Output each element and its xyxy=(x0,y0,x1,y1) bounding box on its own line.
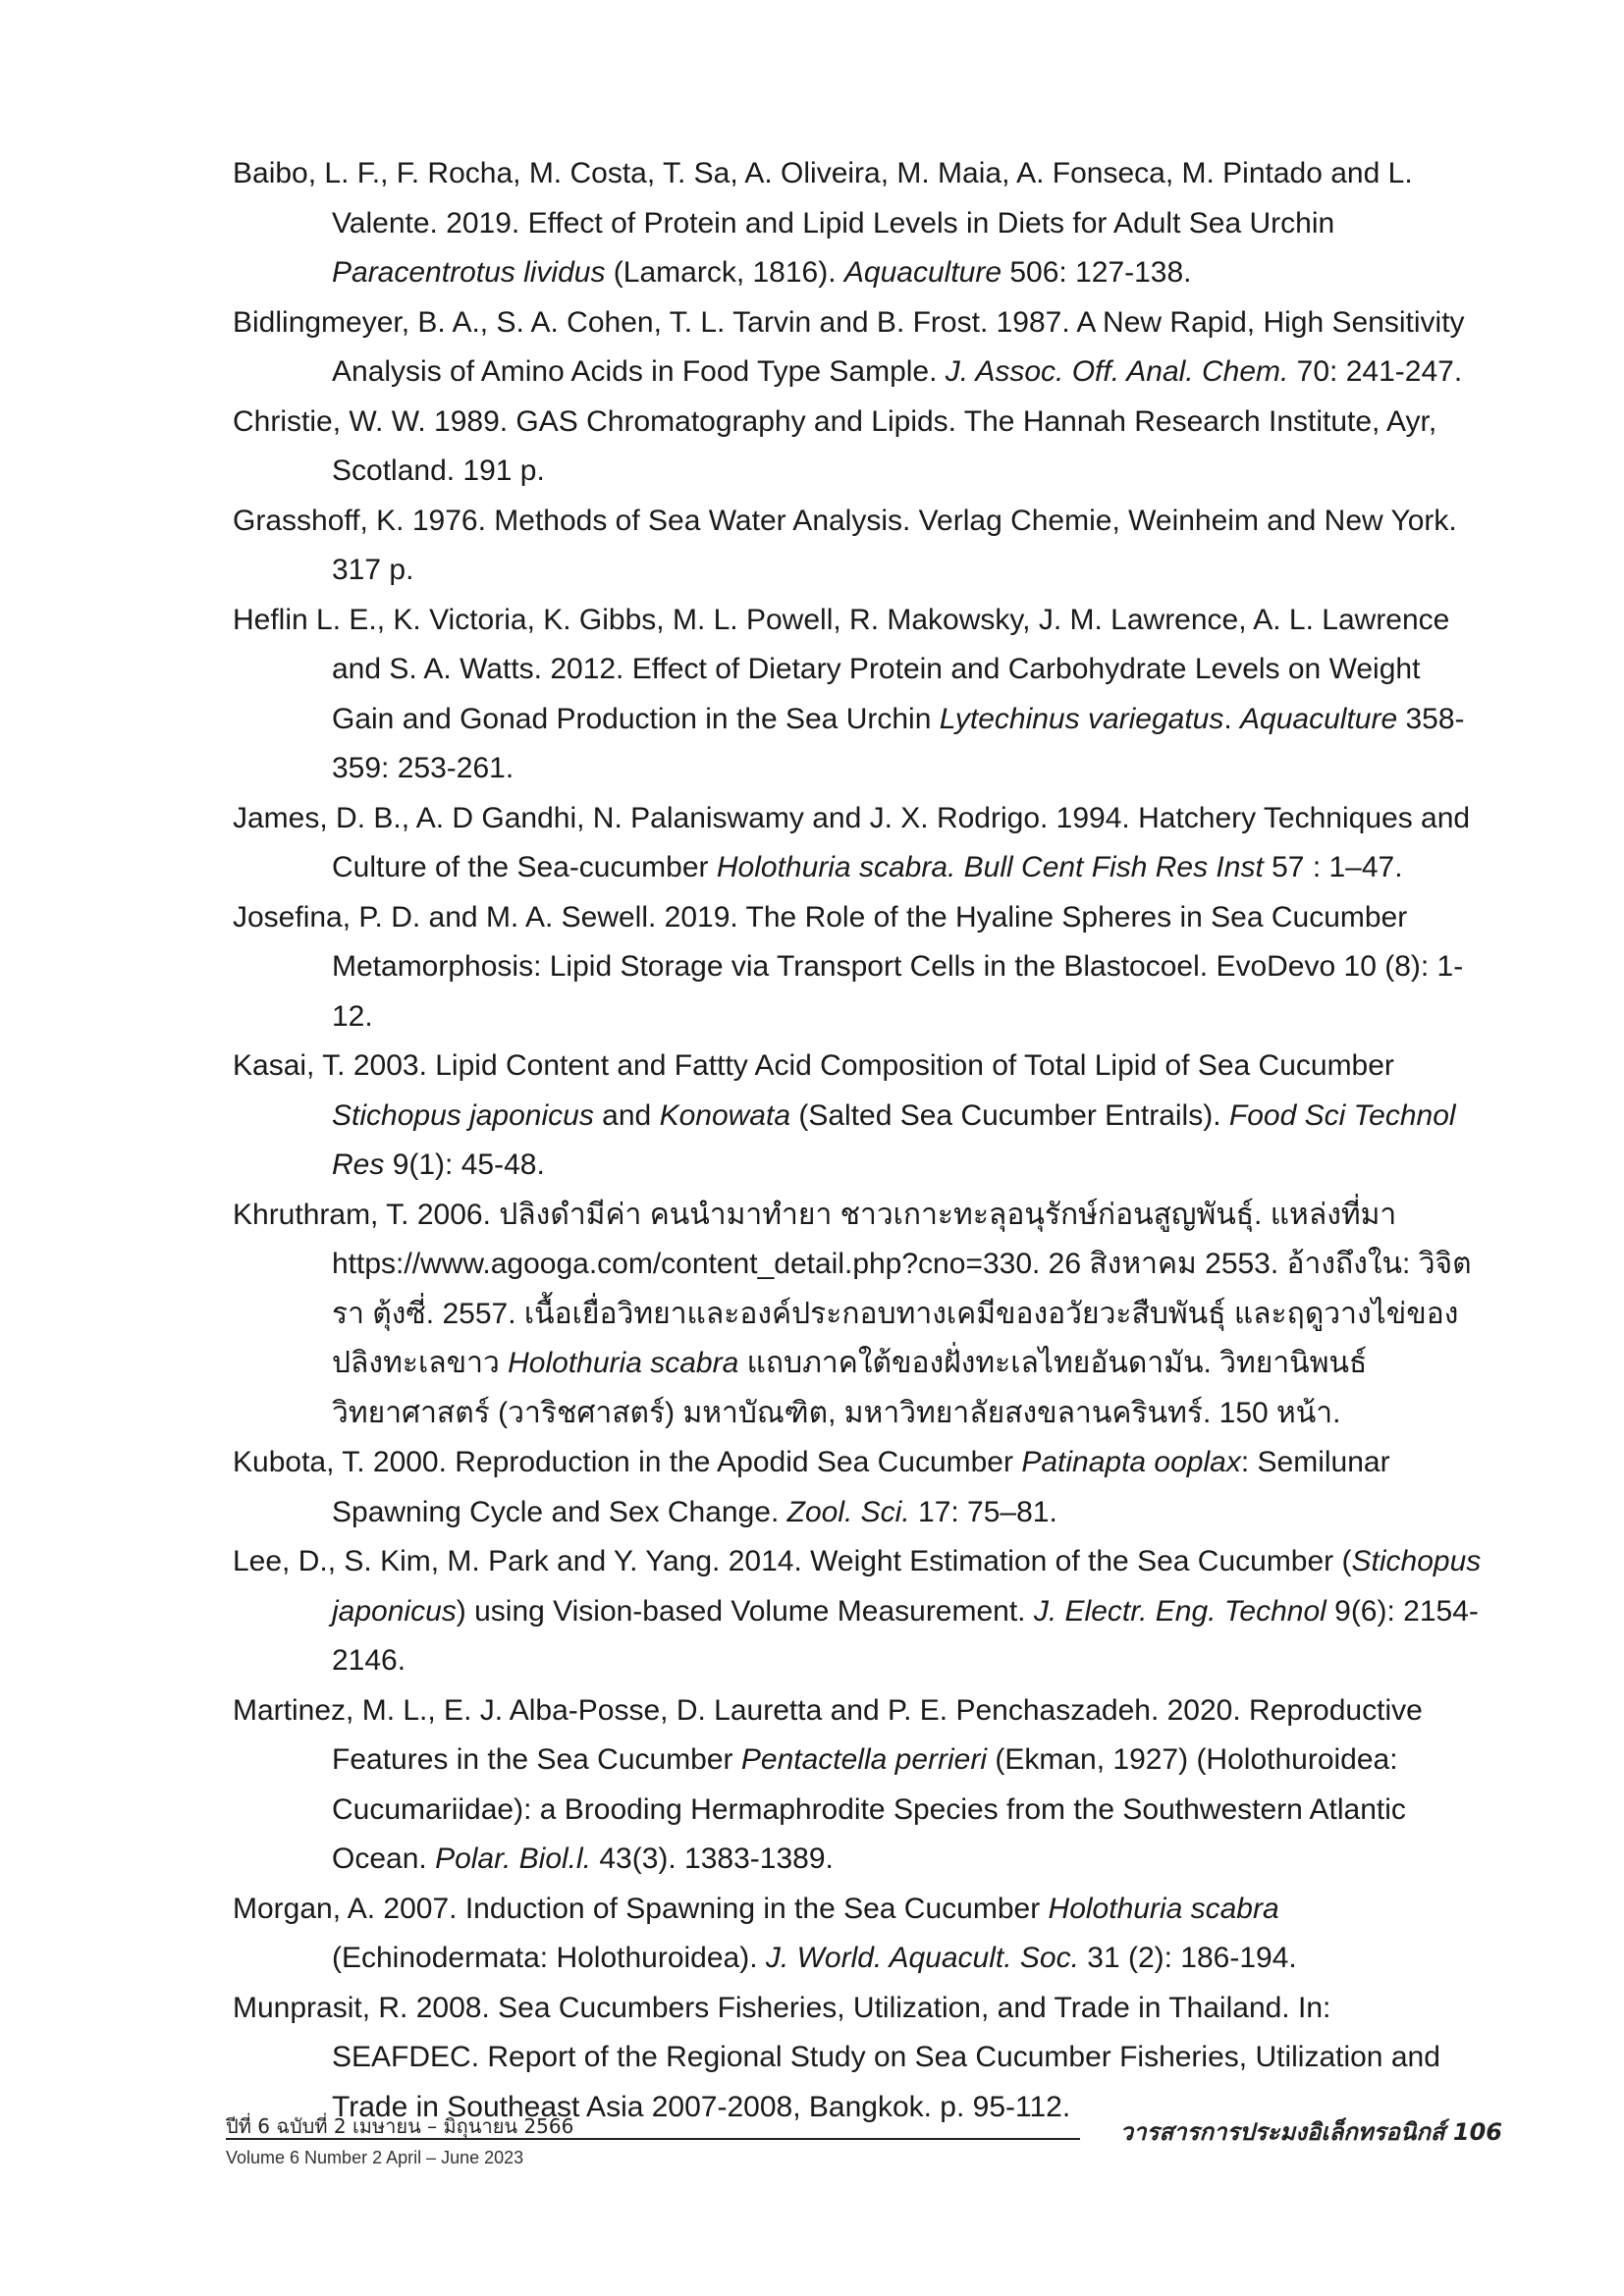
reference-text: 9(6): 2154-2146. xyxy=(332,1594,1479,1677)
footer-page-number: 106 xyxy=(1452,2118,1502,2146)
reference-text: Baibo, L. F., F. Rocha, M. Costa, T. Sa, A. Oliveira, M. Maia, A. Fonseca, M. Pintado and L. Valente. 2019. Effect of Protein and Lipid Levels in Diets for Adult Sea Urchin xyxy=(233,157,1413,240)
reference-text: James, D. B., A. D Gandhi, N. Palaniswamy and J. X. Rodrigo. 1994. Hatchery Techniques and Culture of the Sea-cucumber xyxy=(233,801,1471,883)
reference-text: 43(3). 1383-1389. xyxy=(591,1842,834,1875)
reference-text: 57 : 1–47. xyxy=(1263,851,1403,883)
reference-text: Lee, D., S. Kim, M. Park and Y. Yang. 2014. Weight Estimation of the Sea Cucumber ( xyxy=(233,1545,1352,1577)
reference-italic-text: Lytechinus variegatus xyxy=(939,702,1224,735)
reference-entry xyxy=(233,794,1485,893)
reference-text: 358-359: 253-261. xyxy=(332,702,1465,784)
reference-text: 9(1): 45-48. xyxy=(384,1148,545,1181)
reference-italic-text: Holothuria scabra xyxy=(508,1347,739,1379)
reference-entry xyxy=(233,1041,1485,1191)
reference-entry xyxy=(233,596,1485,794)
reference-text: Heflin L. E., K. Victoria, K. Gibbs, M. L. Powell, R. Makowsky, J. M. Lawrence, A. L. Lawrence and S. A. Watts. 2012. Effect of Dietary Protein and Carbohydrate Levels on Weight Gain and Gonad Production in the Sea Urchin xyxy=(233,603,1450,735)
footer-divider xyxy=(226,2138,1080,2140)
reference-italic-text: Stichopus japonicus xyxy=(332,1545,1482,1628)
reference-italic-text: Holothuria scabra xyxy=(1048,1892,1279,1925)
reference-text: 70: 241-247. xyxy=(1288,355,1463,388)
reference-text: แถบภาคใต้ของฝั่งทะเลไทยอันดามัน. วิทยานิพนธ์วิทยาศาสตร์ (วาริชศาสตร์) มหาบัณฑิต, มหาวิทยาลัยสงขลานครินทร์. 150 หน้า. xyxy=(332,1347,1368,1429)
reference-entry xyxy=(233,1191,1485,1439)
reference-text: (Salted Sea Cucumber Entrails). xyxy=(790,1098,1229,1132)
reference-entry xyxy=(233,1537,1485,1686)
reference-italic-text: Food Sci Technol Res xyxy=(332,1098,1456,1181)
reference-text: Christie, W. W. 1989. GAS Chromatography and Lipids. The Hannah Research Institute, Ayr, Scotland. 191 p. xyxy=(233,404,1437,487)
reference-italic-text: Aquaculture xyxy=(1240,702,1398,735)
page-footer xyxy=(226,2110,1502,2179)
footer-journal-name: วารสารการประมงอิเล็กทรอนิกส์ xyxy=(1119,2118,1445,2146)
reference-text: Josefina, P. D. and M. A. Sewell. 2019. The Role of the Hyaline Spheres in Sea Cucumber Metamorphosis: Lipid Storage via Transport Cells in the Blastocoel. EvoDevo 10 (8): 1-12. xyxy=(233,900,1464,1033)
reference-entry xyxy=(233,149,1485,298)
reference-italic-text: J. Electr. Eng. Technol xyxy=(1033,1594,1326,1628)
reference-list xyxy=(233,149,1485,2132)
reference-entry xyxy=(233,1885,1485,1984)
reference-entry xyxy=(233,298,1485,398)
reference-entry xyxy=(233,1686,1485,1885)
reference-text: Morgan, A. 2007. Induction of Spawning in the Sea Cucumber xyxy=(233,1892,1049,1925)
reference-entry xyxy=(233,497,1485,596)
reference-italic-text: Pentactella perrieri xyxy=(740,1743,988,1776)
reference-italic-text: Zool. Sci. xyxy=(786,1495,910,1528)
reference-italic-text: Konowata xyxy=(659,1098,791,1132)
reference-italic-text: J. World. Aquacult. Soc. xyxy=(765,1942,1079,1974)
reference-text: Khruthram, T. 2006. ปลิงดำมีค่า คนนำมาทำยา ชาวเกาะทะลุอนุรักษ์ก่อนสูญพันธุ์. แหล่งที่มา https://www.agooga.com/content_detail.php?cno=330. 26 สิงหาคม 2553. อ้างถึงใน: วิจิตรา ตุ้งซี่. 2557. เนื้อเยื่อวิทยาและองค์ประกอบทางเคมีของอวัยวะสืบพันธุ์ และฤดูวางไข่ของปลิงทะเลขาว xyxy=(233,1198,1472,1379)
reference-text: Bidlingmeyer, B. A., S. A. Cohen, T. L. Tarvin and B. Frost. 1987. A New Rapid, High Sensitivity Analysis of Amino Acids in Food Type Sample. xyxy=(233,305,1465,388)
reference-italic-text: Patinapta ooplax xyxy=(1021,1446,1241,1478)
reference-text: (Lamarck, 1816). xyxy=(605,256,844,289)
reference-text: Grasshoff, K. 1976. Methods of Sea Water Analysis. Verlag Chemie, Weinheim and New York. 317 p. xyxy=(233,504,1457,586)
reference-text: Martinez, M. L., E. J. Alba-Posse, D. Lauretta and P. E. Penchaszadeh. 2020. Reproductive Features in the Sea Cucumber xyxy=(233,1693,1423,1776)
reference-entry xyxy=(233,398,1485,497)
reference-entry xyxy=(233,1438,1485,1537)
reference-text: (Ekman, 1927) (Holothuroidea: Cucumariidae): a Brooding Hermaphrodite Species from the Southwestern Atlantic Ocean. xyxy=(332,1743,1406,1875)
reference-text: . xyxy=(1223,702,1241,735)
reference-text: Munprasit, R. 2008. Sea Cucumbers Fisheries, Utilization, and Trade in Thailand. In: SEAFDEC. Report of the Regional Study on Sea Cucumber Fisheries, Utilization and Trade in Southeast Asia 2007-2008, Bangkok. p. 95-112. xyxy=(233,1991,1440,2123)
reference-italic-text: Holothuria scabra. Bull Cent Fish Res Inst xyxy=(716,851,1264,883)
footer-issue-english: Volume 6 Number 2 April – June 2023 xyxy=(226,2148,524,2167)
reference-italic-text: Polar. Biol.l. xyxy=(435,1842,592,1875)
reference-text: Kasai, T. 2003. Lipid Content and Fattty Acid Composition of Total Lipid of Sea Cucumber xyxy=(233,1049,1394,1082)
footer-journal xyxy=(1120,2112,1502,2151)
reference-italic-text: Paracentrotus lividus xyxy=(332,256,606,289)
reference-italic-text: Stichopus japonicus xyxy=(332,1098,594,1132)
reference-text: 31 (2): 186-194. xyxy=(1078,1942,1297,1974)
reference-text: (Echinodermata: Holothuroidea). xyxy=(332,1942,766,1974)
reference-entry xyxy=(233,893,1485,1042)
reference-text: 17: 75–81. xyxy=(909,1495,1057,1528)
reference-italic-text: Aquaculture xyxy=(843,256,1002,289)
reference-text: : Semilunar Spawning Cycle and Sex Change. xyxy=(332,1446,1390,1528)
reference-text: and xyxy=(593,1098,660,1132)
reference-italic-text: J. Assoc. Off. Anal. Chem. xyxy=(945,355,1289,388)
footer-issue-thai: ปีที่ 6 ฉบับที่ 2 เมษายน – มิถุนายน 2566 xyxy=(226,2114,574,2138)
reference-text: Kubota, T. 2000. Reproduction in the Apodid Sea Cucumber xyxy=(233,1446,1022,1478)
reference-text: 506: 127-138. xyxy=(1001,256,1192,289)
reference-text: ) using Vision-based Volume Measurement. xyxy=(456,1594,1034,1628)
